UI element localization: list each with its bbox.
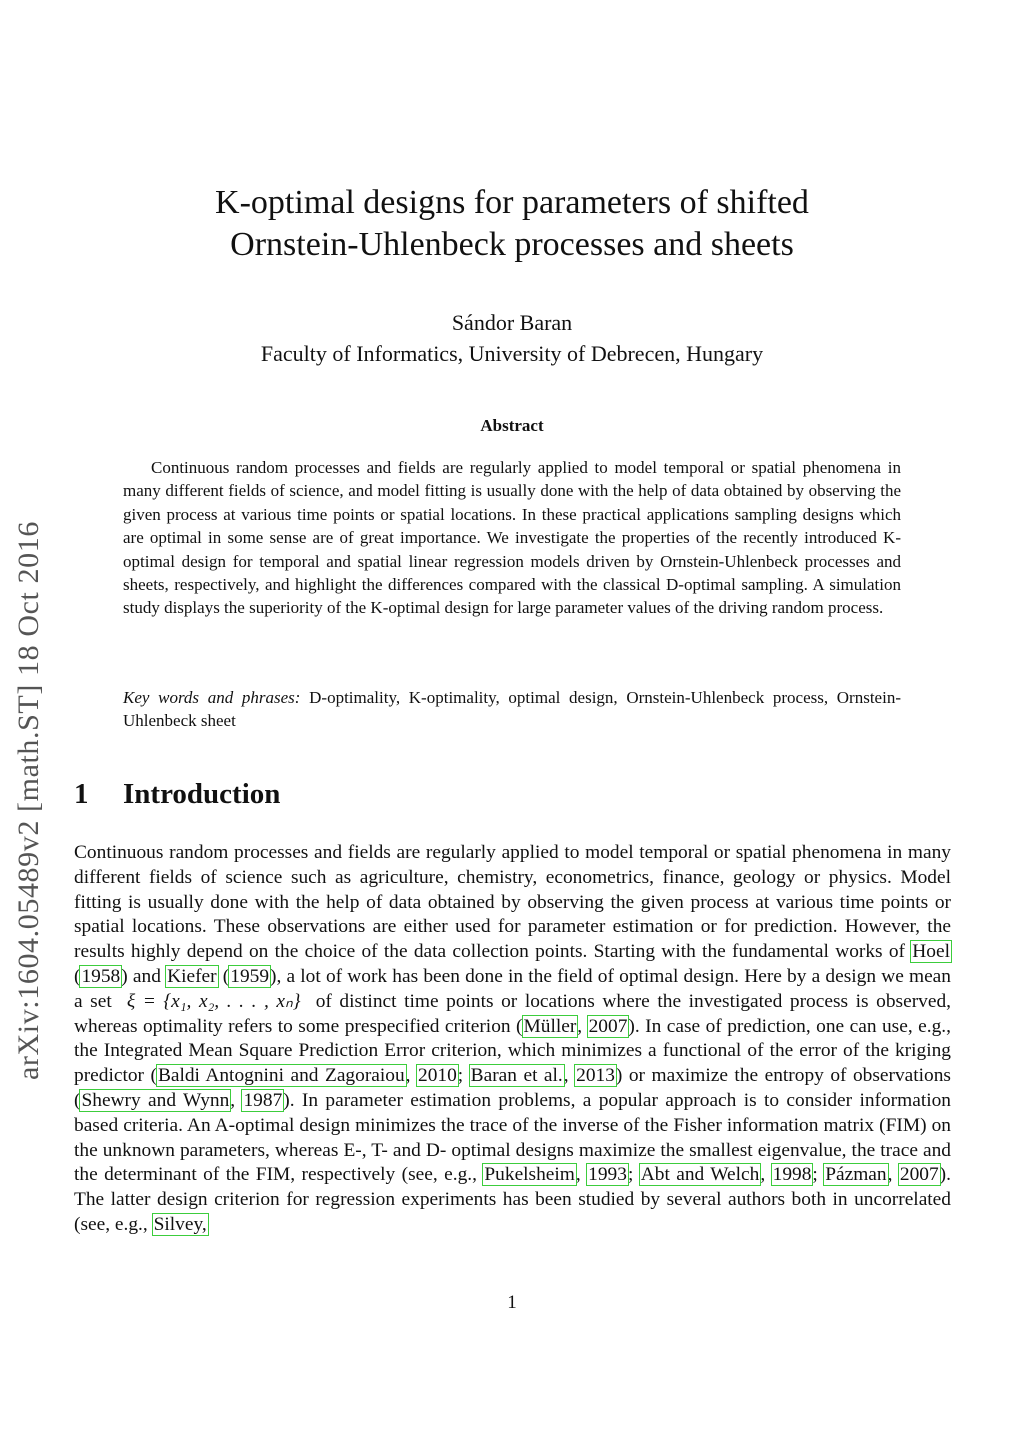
citation-year-muller[interactable]: 2007 [588, 1015, 628, 1037]
keywords-text: D-optimality, K-optimality, optimal design, Ornstein-Uhlenbeck process, Ornstein-Uhlenbeck sheet [123, 688, 901, 731]
citation-link-pazman[interactable]: Pázman [825, 1164, 887, 1186]
arxiv-identifier-stamp: arXiv:1604.05489v2 [math.ST] 18 Oct 2016 [12, 521, 45, 1080]
citation-year-baldi[interactable]: 2010 [418, 1065, 457, 1087]
introduction-paragraph: Continuous random processes and fields are regularly applied to model temporal or spatial phenomena in many different fields of science such as agriculture, chemistry, econometrics, finance, geology or physics. Model fitting is usually done with the help of data obtained by observing the given process at various time points or spatial locations. These observations are either used for parameter estimation or for prediction. However, the results highly depend on the choice of the data collection points. Starting with the fundamental works of Hoel (1958) and Kiefer (1959), a lot of work has been done in the field of optimal design. Here by a design we mean a set ξ = {x₁, x₂, . . . , xₙ} of distinct time points or locations where the investigated process is observed, whereas optimality refers to some prespecified criterion (Müller, 2007). In case of prediction, one can use, e.g., the Integrated Mean Square Prediction Error criterion, which minimizes a functional of the error of the kriging predictor (Baldi Antognini and Zagoraiou, 2010; Baran et al., 2013) or maximize the entropy of observations (Shewry and Wynn, 1987). In parameter estimation problems, a popular approach is to consider information based criteria. An A-optimal design minimizes the trace of the inverse of the Fisher information matrix (FIM) on the unknown parameters, whereas E-, T- and D- optimal designs maximize the smallest eigenvalue, the trace and the determinant of the FIM, respectively (see, e.g., Pukelsheim, 1993; Abt and Welch, 1998; Pázman, 2007). The latter design criterion for regression experiments has been studied by several authors both in uncorrelated (see, e.g., Silvey, [74, 842, 951, 1235]
author-affiliation: Faculty of Informatics, University of Debrecen, Hungary [260, 341, 764, 366]
citation-link-shewry[interactable]: Shewry and Wynn [81, 1089, 230, 1111]
citation-year-baran[interactable]: 2013 [576, 1065, 615, 1087]
intro-text-1: Continuous random processes and fields are regularly applied to model temporal or spatial phenomena in many different fields of science such as agriculture, chemistry, econometrics, finance, geology or physics. Model fitting is usually done with the help of data obtained by observing the given process at various time points or spatial locations. These observations are either used for parameter estimation or for prediction. However, the results highly depend on the choice of the data collection points. Starting with the fundamental works of [74, 842, 951, 963]
intro-and: and [132, 965, 161, 987]
abstract-heading: Abstract [480, 416, 544, 435]
paper-title [120, 182, 904, 266]
author-name: Sándor Baran [451, 310, 573, 335]
section-title: Introduction [123, 778, 281, 810]
section-number: 1 [74, 778, 89, 810]
citation-link-pukelsheim[interactable]: Pukelsheim [484, 1164, 575, 1186]
intro-text-3: of distinct time points or locations where the investigated process is observed, whereas optimality refers to some prespecified criterion ( [74, 990, 951, 1037]
citation-link-silvey[interactable]: Silvey, [153, 1213, 207, 1235]
intro-text-5: ) or maximize the entropy of observations ( [74, 1065, 951, 1111]
citation-year-pazman[interactable]: 2007 [899, 1164, 939, 1186]
citation-link-baran[interactable]: Baran et al. [470, 1065, 563, 1087]
title-line-2: Ornstein-Uhlenbeck processes and sheets [230, 226, 794, 263]
intro-text-2: ), a lot of work has been done in the field of optimal design. Here by a design we mean a set [74, 965, 951, 1012]
citation-year-kiefer[interactable]: 1959 [230, 965, 270, 987]
abstract-text: Continuous random processes and fields are regularly applied to model temporal or spatial phenomena in many different fields of science, and model fitting is usually done with the help of data obtained by observing the given process at various time points or spatial locations. In these practical applications sampling designs which are optimal in some sense are of great importance. We investigate the properties of the recently introduced K-optimal design for temporal and spatial linear regression models driven by Ornstein-Uhlenbeck processes and sheets, respectively, and highlight the differences compared with the classical D-optimal sampling. A simulation study displays the superiority of the K-optimal design for large parameter values of the driving random process. [123, 458, 901, 618]
citation-year-hoel[interactable]: 1958 [81, 965, 121, 987]
citation-link-hoel[interactable]: Hoel [912, 941, 950, 963]
citation-link-abt[interactable]: Abt and Welch [640, 1164, 760, 1186]
design-set-formula: ξ = {x₁, x₂, . . . , xₙ} [126, 990, 301, 1012]
citation-link-baldi[interactable]: Baldi Antognini and Zagoraiou [157, 1065, 405, 1087]
intro-text-6: ). In parameter estimation problems, a popular approach is to consider information based criteria. An A-optimal design minimizes the trace of the inverse of the Fisher information matrix (FIM) on the unknown parameters, whereas E-, T- and D- optimal designs maximize the smallest eigenvalue, the trace and the determinant of the FIM, respectively (see, e.g., [74, 1089, 951, 1186]
citation-year-shewry[interactable]: 1987 [243, 1089, 283, 1111]
citation-year-pukelsheim[interactable]: 1993 [588, 1164, 627, 1186]
section-heading-introduction [74, 778, 280, 811]
page-number: 1 [507, 1292, 517, 1313]
keywords [123, 686, 901, 733]
intro-text-4: ). In case of prediction, one can use, e.g., the Integrated Mean Square Prediction Error criterion, which minimizes a functional of the error of the kriging predictor ( [74, 1015, 951, 1087]
citation-year-abt[interactable]: 1998 [772, 1164, 812, 1186]
citation-link-muller[interactable]: Müller [523, 1015, 577, 1037]
title-line-1: K-optimal designs for parameters of shifted [215, 184, 809, 221]
citation-link-kiefer[interactable]: Kiefer [167, 965, 217, 987]
keywords-label: Key words and phrases: [123, 688, 301, 707]
intro-text-7: ). The latter design criterion for regression experiments has been studied by several authors both in uncorrelated (see, e.g., [74, 1164, 951, 1235]
